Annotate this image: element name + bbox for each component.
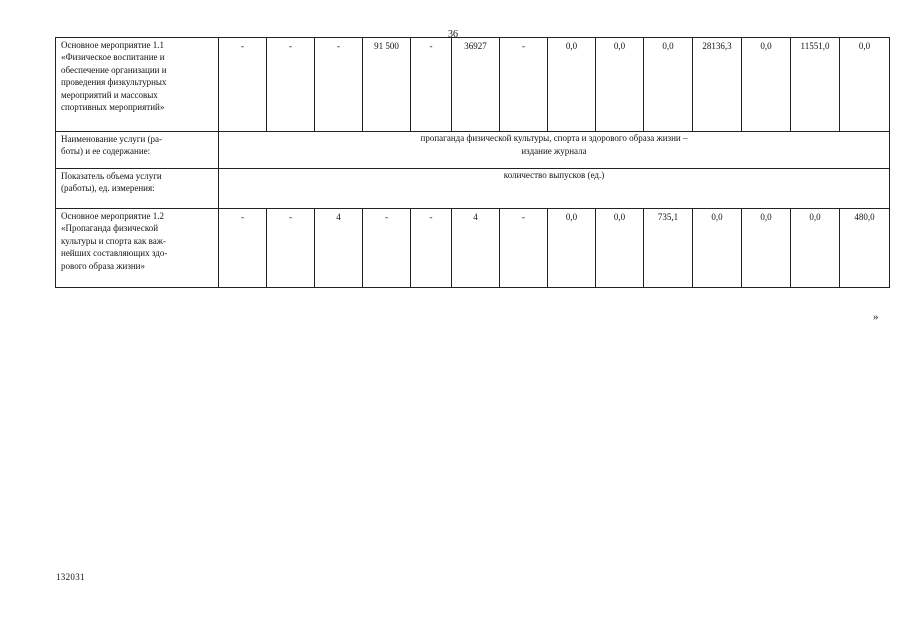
table-cell: - bbox=[500, 38, 548, 132]
table-cell: 0,0 bbox=[742, 38, 791, 132]
page-number: 36 bbox=[448, 29, 458, 40]
table-cell: 11551,0 bbox=[791, 38, 840, 132]
table-cell: - bbox=[500, 209, 548, 288]
table-cell: - bbox=[219, 38, 267, 132]
table-cell: 0,0 bbox=[742, 209, 791, 288]
service-name-value: пропаганда физической культуры, спорта и здорового образа жизни – издание журнала bbox=[219, 132, 890, 169]
table-cell: 28136,3 bbox=[693, 38, 742, 132]
table-cell: 480,0 bbox=[840, 209, 890, 288]
table-cell: 36927 bbox=[452, 38, 500, 132]
table-cell: 0,0 bbox=[548, 38, 596, 132]
table-cell: - bbox=[219, 209, 267, 288]
table-row-activity-1-1 bbox=[56, 38, 890, 132]
table-row-service-name bbox=[56, 132, 890, 169]
table-row-activity-1-2 bbox=[56, 209, 890, 288]
table-cell: 0,0 bbox=[693, 209, 742, 288]
table-cell: - bbox=[267, 38, 315, 132]
volume-indicator-value: количество выпусков (ед.) bbox=[219, 169, 890, 209]
table-cell: 4 bbox=[452, 209, 500, 288]
service-name-label: Наименование услуги (ра- боты) и ее содержание: bbox=[56, 132, 219, 169]
table-cell: 4 bbox=[315, 209, 363, 288]
table-cell: 0,0 bbox=[596, 209, 644, 288]
table-cell: 0,0 bbox=[548, 209, 596, 288]
table-cell: - bbox=[315, 38, 363, 132]
table-cell: 0,0 bbox=[644, 38, 693, 132]
closing-quote: » bbox=[873, 311, 879, 323]
table-cell: 735,1 bbox=[644, 209, 693, 288]
table-cell: - bbox=[267, 209, 315, 288]
table-cell: - bbox=[363, 209, 411, 288]
table-cell: - bbox=[411, 38, 452, 132]
page-code: 132031 bbox=[56, 572, 85, 582]
volume-indicator-label: Показатель объема услуги (работы), ед. измерения: bbox=[56, 169, 219, 209]
table-cell: - bbox=[411, 209, 452, 288]
program-activities-table bbox=[55, 37, 890, 288]
activity-1-1-name: Основное мероприятие 1.1 «Физическое воспитание и обеспечение организации и проведения физкультурных мероприятий и массовых спортивных мероприятий» bbox=[56, 38, 219, 132]
activity-1-2-name: Основное мероприятие 1.2 «Пропаганда физической культуры и спорта как важ- нейших составляющих здо- рового образа жизни» bbox=[56, 209, 219, 288]
table-row-volume-indicator bbox=[56, 169, 890, 209]
table-cell: 0,0 bbox=[840, 38, 890, 132]
table-cell: 0,0 bbox=[596, 38, 644, 132]
table-cell: 91 500 bbox=[363, 38, 411, 132]
table-cell: 0,0 bbox=[791, 209, 840, 288]
